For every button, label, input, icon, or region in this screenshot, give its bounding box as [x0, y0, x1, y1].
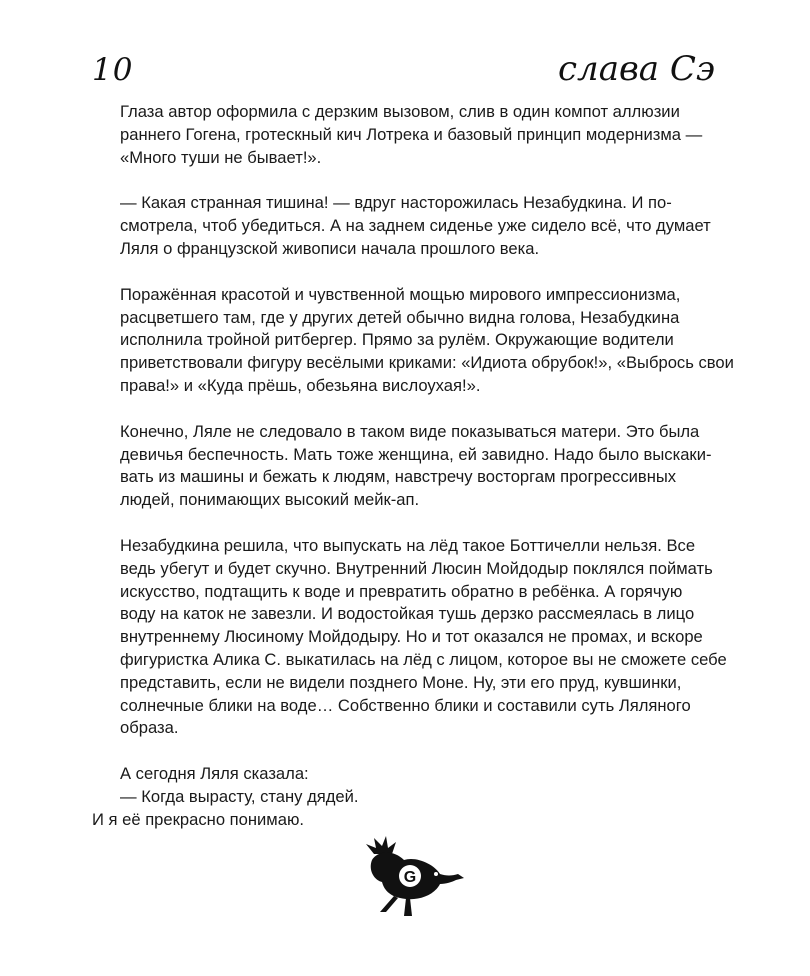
text-line: приветствовали фигуру весёлыми криками: «Идиота обрубок!», «Выбрось свои	[120, 353, 734, 373]
text-line: И я её прекрасно понимаю.	[92, 809, 304, 829]
text-line: расцветшего там, где у других детей обычно видна голова, Незабудкина	[120, 307, 680, 327]
text-line: людей, понимающих высокий мейк-ап.	[120, 490, 420, 510]
text-line: «Много туши не бывает!».	[120, 147, 322, 167]
text-line: А сегодня Ляля сказала:	[120, 764, 309, 784]
bird-emblem-graphic	[360, 830, 470, 920]
body-text	[92, 101, 734, 832]
emblem-letter: G	[403, 869, 417, 886]
text-line: девичья беспечность. Мать тоже женщина, ей завидно. Надо было выскаки-	[120, 444, 712, 464]
text-line: Незабудкина решила, что выпускать на лёд такое Боттичелли нельзя. Все	[120, 535, 696, 555]
text-line: раннего Гогена, гротескный кич Лотрека и базовый принцип модернизма —	[120, 124, 703, 144]
text-line: солнечные блики на воде… Собственно блики и составили суть Ляляного	[120, 695, 691, 715]
text-line: воду на каток не завезли. И водостойкая тушь дерзко рассмеялась в лицо	[120, 604, 695, 624]
text-line: образа.	[120, 718, 179, 738]
text-line: фигуристка Алика С. выкатилась на лёд с лицом, которое вы не сможете себе	[120, 649, 727, 669]
closing-paragraph	[92, 763, 722, 831]
running-title-text: слава Сэ	[558, 49, 715, 89]
bird-emblem-icon	[360, 830, 470, 920]
paragraph-1	[92, 101, 722, 169]
text-line: исполнила тройной ритбергер. Прямо за рулём. Окружающие водители	[120, 330, 674, 350]
text-line: представить, если не видели позднего Моне. Ну, эти его пруд, кувшинки,	[120, 672, 682, 692]
paragraph-3	[92, 284, 734, 398]
text-line: Глаза автор оформила с дерзким вызовом, слив в один компот аллюзии	[120, 102, 680, 121]
text-line: — Когда вырасту, стану дядей.	[120, 786, 359, 806]
text-line: ведь убегут и будет скучно. Внутренний Люсин Мойдодыр поклялся поймать	[120, 558, 713, 578]
text-line: права!» и «Куда прёшь, обезьяна вислоухая!».	[120, 375, 481, 395]
text-line: вать из машины и бежать к людям, навстречу восторгам прогрессивных	[120, 467, 677, 487]
text-line: Конечно, Ляле не следовало в таком виде показываться матери. Это была	[120, 421, 700, 441]
running-title	[556, 42, 736, 92]
text-line: Поражённая красотой и чувственной мощью мирового импрессионизма,	[120, 284, 681, 304]
text-line: искусство, подтащить к воде и превратить обратно в ребёнка. А горячую	[120, 581, 683, 601]
page-number: 10	[92, 52, 134, 88]
text-line: Ляля о французской живописи начала прошлого века.	[120, 238, 540, 258]
paragraph-2	[92, 192, 722, 260]
running-title-handwriting	[556, 42, 736, 92]
paragraph-4	[92, 421, 722, 512]
paragraph-5	[92, 535, 727, 740]
text-line: смотрела, чтоб убедиться. А на заднем сиденье уже сидело всё, что думает	[120, 216, 711, 236]
text-line: — Какая странная тишина! — вдруг насторожилась Незабудкина. И по-	[120, 193, 672, 213]
text-line: внутреннему Люсиному Мойдодыру. Но и тот оказался не промах, и вскоре	[120, 627, 703, 647]
